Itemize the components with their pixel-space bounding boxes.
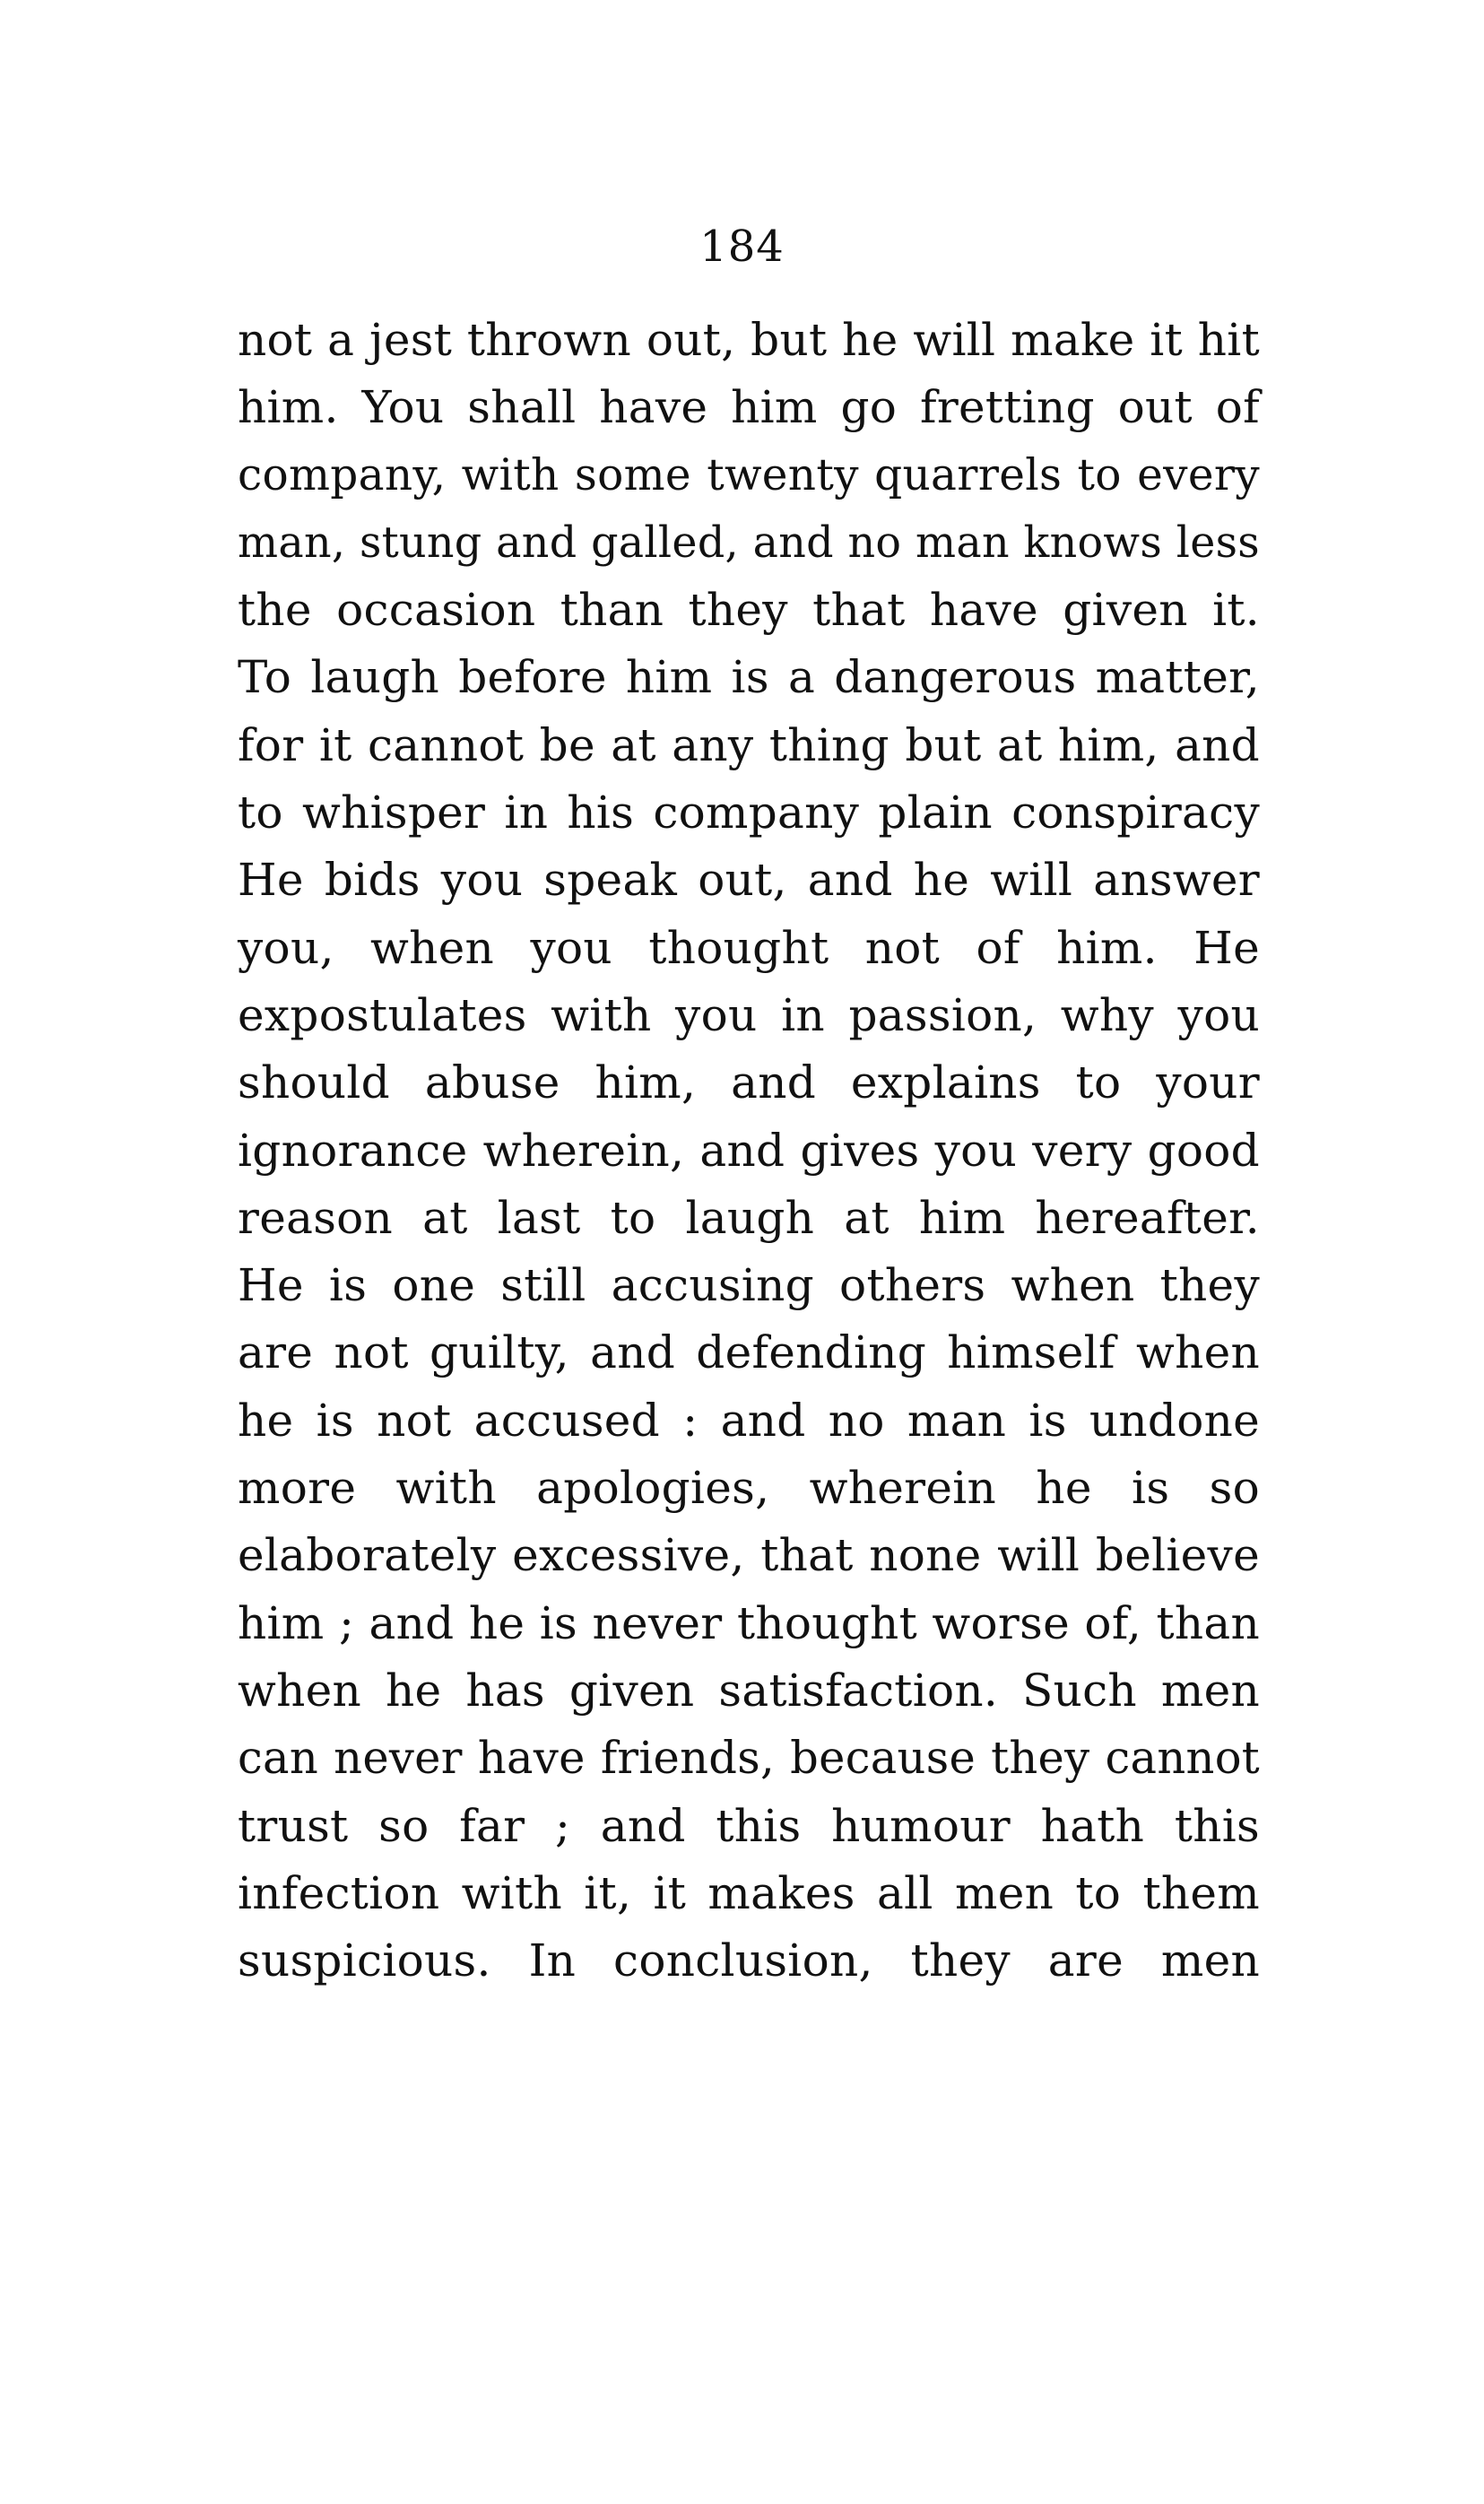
text-line: To laugh before him is a dangerous matter,	[238, 651, 1260, 704]
text-line: He is one still accusing others when they	[238, 1259, 1260, 1312]
text-line: ignorance wherein, and gives you very good	[238, 1124, 1260, 1177]
text-line: the occasion than they that have given it.	[238, 584, 1260, 637]
text-line: man, stung and galled, and no man knows less	[238, 517, 1260, 568]
text-line: He bids you speak out, and he will answer	[238, 854, 1260, 907]
text-line: you, when you thought not of him. He	[238, 921, 1260, 974]
text-line: him. You shall have him go fretting out of	[238, 381, 1260, 434]
text-line: him ; and he is never thought worse of, than	[238, 1596, 1260, 1649]
text-line: suspicious. In conclusion, they are men	[238, 1935, 1260, 1987]
body-text	[238, 307, 1260, 1995]
text-line: infection with it, it makes all men to them	[238, 1866, 1260, 1919]
text-line: he is not accused : and no man is undone	[238, 1394, 1260, 1447]
text-line: when he has given satisfaction. Such men	[238, 1664, 1260, 1717]
text-line: not a jest thrown out, but he will make it hit	[238, 314, 1260, 366]
text-line: to whisper in his company plain conspiracy	[238, 787, 1260, 839]
text-line: more with apologies, wherein he is so	[238, 1462, 1260, 1515]
page-number: 184	[699, 222, 785, 272]
text-line: company, with some twenty quarrels to every	[238, 449, 1260, 500]
text-line: trust so far ; and this humour hath this	[238, 1799, 1260, 1852]
text-line: can never have friends, because they cannot	[238, 1732, 1260, 1785]
text-line: should abuse him, and explains to your	[238, 1056, 1260, 1109]
text-line: are not guilty, and defending himself when	[238, 1326, 1260, 1379]
text-line: reason at last to laugh at him hereafter.	[238, 1191, 1260, 1244]
text-line: elaborately excessive, that none will believe	[238, 1529, 1260, 1582]
text-line: for it cannot be at any thing but at him, and	[238, 718, 1260, 771]
text-line: expostulates with you in passion, why you	[238, 988, 1260, 1041]
